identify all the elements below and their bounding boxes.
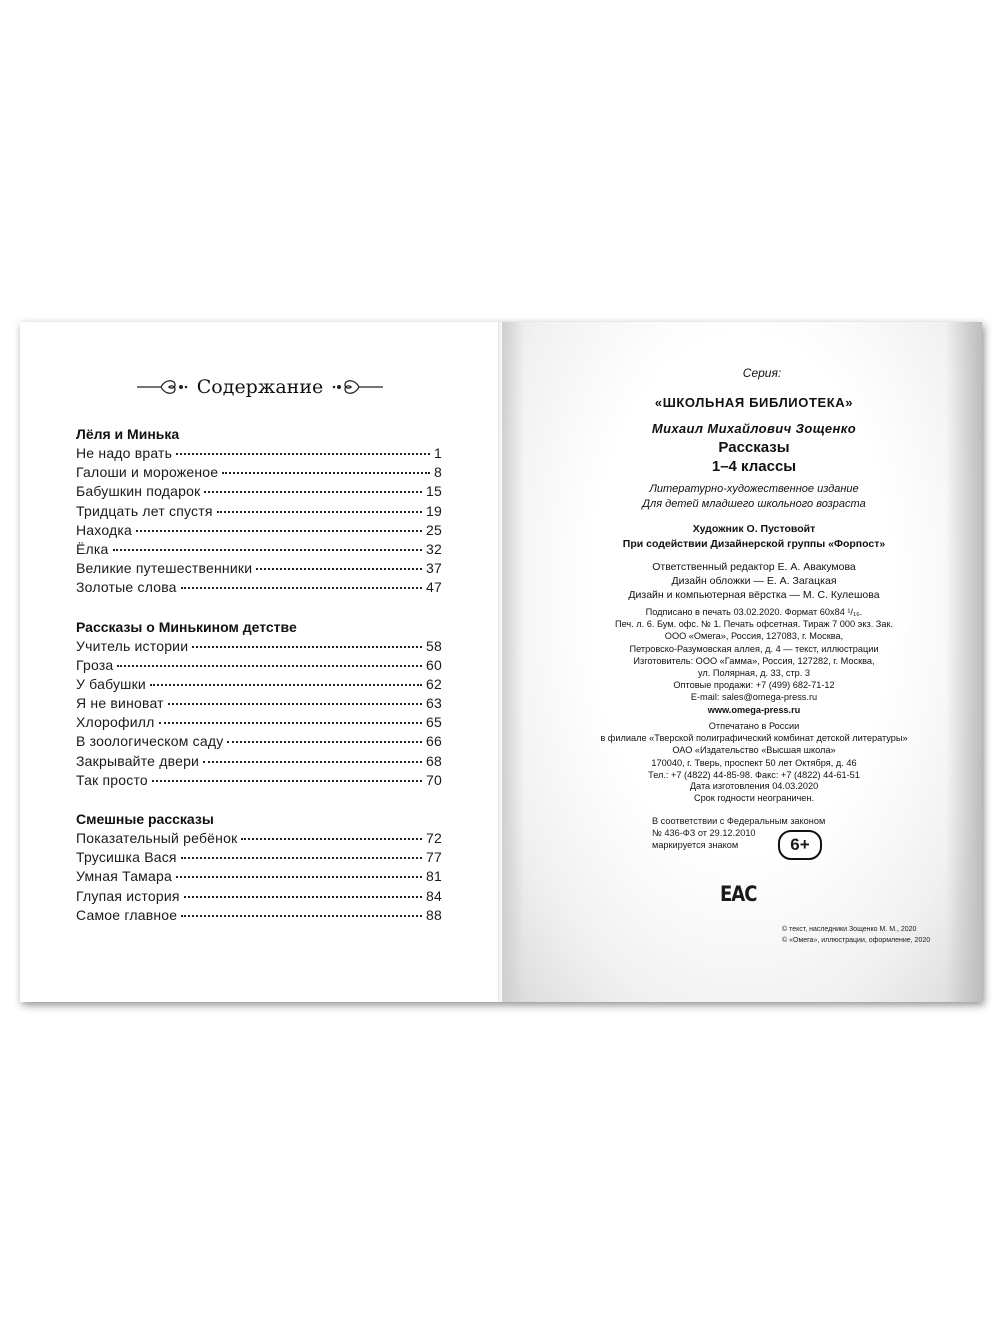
website-link[interactable]: www.omega-press.ru	[707, 704, 801, 715]
layout-credit: Дизайн и компьютерная вёрстка — М. С. Кулешова	[628, 589, 880, 601]
ornament-left-icon	[135, 375, 189, 399]
entry-title: Умная Тамара	[76, 868, 172, 885]
printed-in: Отпечатано в России	[708, 721, 800, 731]
section-title: Рассказы о Минькином детстве	[76, 618, 297, 635]
entry-title: Хлорофилл	[76, 714, 155, 731]
staff-credits	[594, 560, 914, 602]
toc-entry	[76, 752, 442, 771]
cover-design-credit: Дизайн обложки — Е. А. Загацкая	[671, 575, 837, 587]
entry-title: Глупая история	[76, 887, 180, 904]
publisher-address-1: ООО «Омега», Россия, 127083, г. Москва,	[664, 631, 844, 642]
toc-entry	[76, 848, 442, 867]
contents-page	[20, 322, 500, 1002]
entry-page: 15	[426, 483, 442, 500]
entry-title: Золотые слова	[76, 579, 177, 596]
entry-page: 70	[426, 771, 442, 788]
series-name: «ШКОЛЬНАЯ БИБЛИОТЕКА»	[654, 395, 854, 410]
entry-page: 8	[434, 464, 442, 481]
leader-dots	[152, 780, 422, 782]
leader-dots	[184, 896, 422, 898]
toc-entry	[76, 444, 442, 463]
toc-entry	[76, 463, 442, 482]
audience-line: Для детей младшего школьного возраста	[642, 498, 866, 510]
leader-dots	[241, 838, 422, 840]
leader-dots	[227, 741, 422, 743]
toc-entry	[76, 771, 442, 790]
leader-dots	[256, 568, 422, 570]
entry-page: 62	[426, 675, 442, 692]
entry-page: 63	[426, 695, 442, 712]
toc-entry	[76, 482, 442, 501]
entry-title: Я не виноват	[76, 695, 164, 712]
law-line-2: № 436-ФЗ от 29.12.2010	[652, 828, 756, 839]
entry-title: Не надо врать	[76, 445, 173, 461]
wholesale-phone: Оптовые продажи: +7 (499) 682-71-12	[673, 680, 835, 691]
toc-entry	[76, 906, 442, 925]
leader-dots	[150, 684, 422, 686]
entry-page: 19	[426, 502, 442, 519]
genre-line: Литературно-художественное издание	[649, 483, 859, 495]
editor-credit: Ответственный редактор Е. А. Авакумова	[652, 561, 856, 573]
print-signed: Подписано в печать 03.02.2020. Формат 60х84 ¹/₁₆.	[645, 607, 863, 617]
leader-dots	[204, 491, 422, 493]
leader-dots	[168, 703, 422, 705]
printer-line-3: 170040, г. Тверь, проспект 50 лет Октября, д. 46	[651, 757, 857, 768]
leader-dots	[217, 511, 422, 513]
contents-title: Содержание	[196, 376, 324, 398]
leader-dots	[181, 915, 422, 917]
entry-title: Ёлка	[76, 540, 109, 557]
copyright-notice	[782, 924, 930, 946]
law-line-3: маркируется знаком	[652, 840, 739, 851]
entry-title: В зоологическом саду	[76, 733, 224, 750]
section-title: Смешные рассказы	[76, 811, 214, 827]
entry-page: 60	[426, 656, 442, 673]
entry-page: 84	[426, 887, 442, 904]
table-of-contents	[76, 425, 442, 925]
artist-credit: Художник О. Пустовойт	[692, 523, 816, 535]
entry-page: 68	[426, 752, 442, 769]
manufacturer-address-1: Изготовитель: ООО «Гамма», Россия, 127282, г. Москва,	[633, 655, 875, 666]
toc-entry	[76, 637, 442, 656]
entry-title: Закрывайте двери	[76, 752, 200, 769]
leader-dots	[176, 453, 430, 455]
printer-details	[594, 720, 914, 781]
entry-title: Гроза	[76, 656, 114, 673]
entry-title: Галоши и мороженое	[76, 464, 219, 481]
leader-dots	[222, 472, 430, 474]
toc-entry	[76, 713, 442, 732]
law-line-1: В соответствии с Федеральным законом	[652, 816, 826, 826]
toc-entry	[76, 559, 442, 578]
entry-title: Великие путешественники	[76, 560, 253, 577]
entry-title: Так просто	[76, 771, 148, 788]
publisher-address-2: Петровско-Разумовская аллея, д. 4 — текст, иллюстрации	[629, 643, 879, 654]
entry-title: Бабушкин подарок	[76, 483, 201, 500]
entry-page: 25	[426, 521, 442, 538]
leader-dots	[159, 722, 423, 724]
entry-page: 65	[426, 714, 442, 731]
manufacturer-address-2: ул. Полярная, д. 33, стр. 3	[698, 668, 810, 679]
leader-dots	[117, 665, 422, 667]
book-title: Рассказы	[718, 439, 790, 456]
entry-title: Находка	[76, 521, 133, 538]
copyright-line-1: © текст, наследники Зощенко М. М., 2020	[782, 926, 917, 933]
toc-entry	[76, 867, 442, 886]
leader-dots	[203, 761, 422, 763]
book-spread	[20, 322, 982, 1002]
entry-title: Самое главное	[76, 906, 178, 923]
assistance-credit: При содействии Дизайнерской группы «Форпост»	[622, 538, 886, 550]
leader-dots	[192, 646, 422, 648]
entry-page: 66	[426, 733, 442, 750]
toc-entry	[76, 540, 442, 559]
copyright-line-2: © «Омега», иллюстрации, оформление, 2020	[782, 937, 931, 944]
publishing-details	[594, 606, 914, 716]
date-details	[594, 780, 914, 804]
book-grades: 1–4 классы	[711, 458, 797, 475]
ornament-right-icon	[331, 375, 385, 399]
imprint-page	[502, 322, 982, 1002]
entry-page: 88	[426, 906, 442, 923]
eac-mark-icon: ЕАС	[720, 881, 757, 908]
leader-dots	[181, 587, 422, 589]
print-specs: Печ. л. 6. Бум. офс. № 1. Печать офсетная. Тираж 7 000 экз. Зак.	[614, 619, 894, 630]
entry-title: У бабушки	[76, 675, 146, 692]
entry-title: Тридцать лет спустя	[76, 502, 213, 519]
toc-entry	[76, 521, 442, 540]
shelf-life: Срок годности неограничен.	[693, 793, 815, 804]
toc-entry	[76, 829, 442, 848]
age-rating-badge: 6+	[778, 830, 822, 860]
entry-page: 77	[426, 849, 442, 866]
entry-title: Учитель истории	[76, 637, 189, 654]
leader-dots	[181, 857, 422, 859]
toc-entry	[76, 694, 442, 713]
entry-title: Трусишка Вася	[76, 849, 177, 866]
toc-entry	[76, 732, 442, 751]
entry-page: 1	[434, 445, 442, 461]
printer-line-1: в филиале «Тверской полиграфический комбинат детской литературы»	[600, 733, 908, 744]
entry-page: 58	[426, 637, 442, 654]
manufacture-date: Дата изготовления 04.03.2020	[689, 781, 819, 791]
printer-line-2: ОАО «Издательство «Высшая школа»	[672, 745, 836, 756]
toc-entry	[76, 887, 442, 906]
entry-page: 32	[426, 540, 442, 557]
entry-page: 81	[426, 868, 442, 885]
leader-dots	[113, 549, 422, 551]
toc-entry	[76, 502, 442, 521]
series-label: Серия:	[742, 366, 782, 380]
section-title: Лёля и Минька	[76, 426, 180, 442]
leader-dots	[176, 876, 422, 878]
email-line: E-mail: sales@omega-press.ru	[690, 692, 818, 703]
leader-dots	[136, 530, 422, 532]
entry-title: Показательный ребёнок	[76, 830, 238, 846]
author-name: Михаил Михайлович Зощенко	[651, 421, 857, 436]
entry-page: 37	[426, 560, 442, 577]
toc-entry	[76, 675, 442, 694]
toc-entry	[76, 656, 442, 675]
printer-line-4: Тел.: +7 (4822) 44-85-98. Факс: +7 (4822) 44-61-51	[648, 769, 860, 780]
entry-page: 72	[426, 830, 442, 846]
toc-entry	[76, 578, 442, 597]
contents-header	[20, 370, 500, 404]
entry-page: 47	[426, 579, 442, 596]
